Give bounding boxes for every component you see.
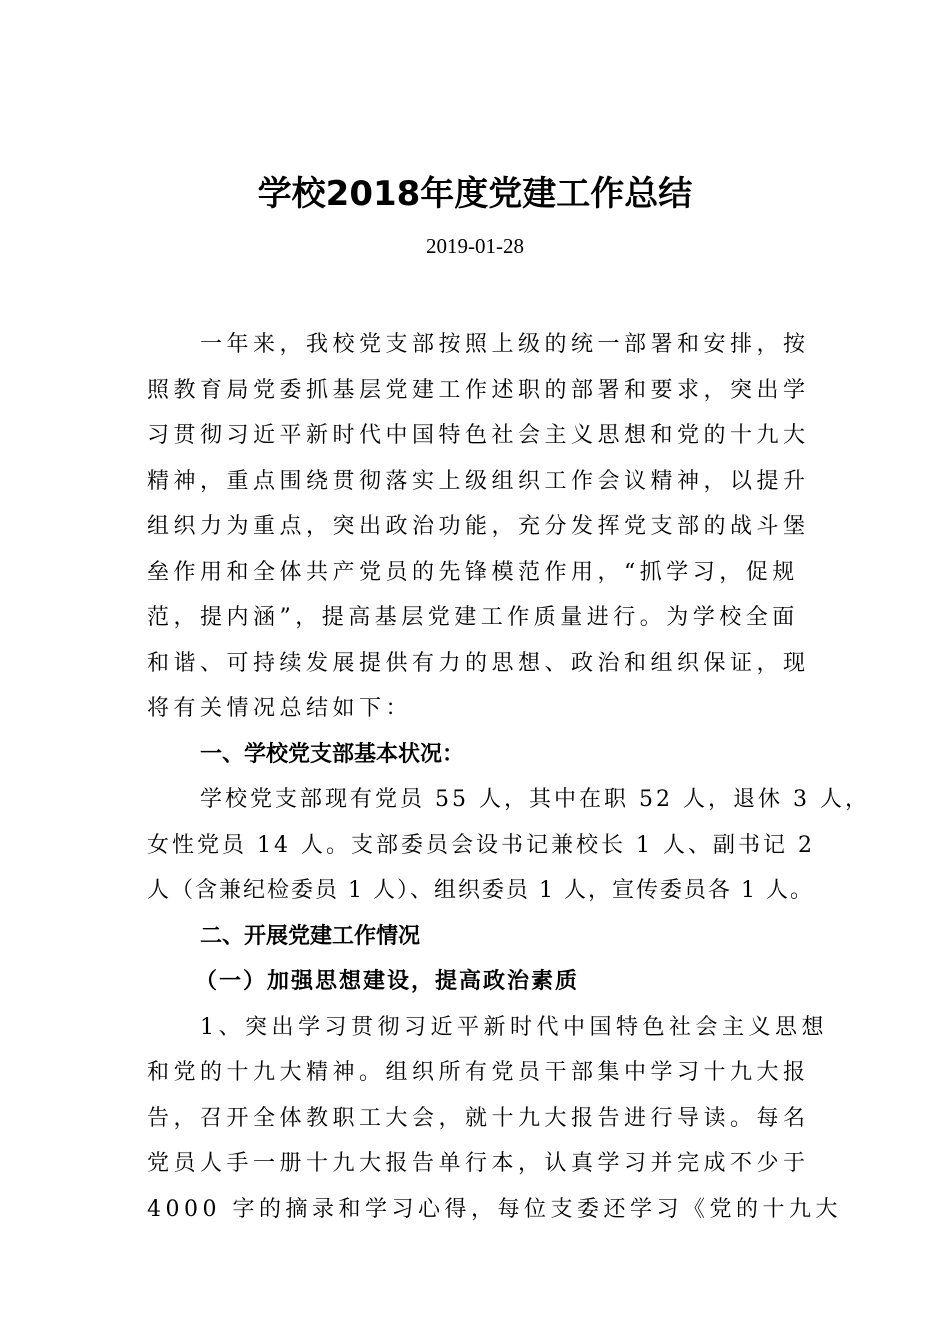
section-heading-1: 一、学校党支部基本状况： xyxy=(200,741,465,767)
text-line: 4000 字的摘录和学习心得，每位支委还学习《党的十九大 xyxy=(147,1196,842,1222)
text-line: 学校党支部现有党员 55 人，其中在职 52 人，退休 3 人， xyxy=(200,787,870,812)
text-line: 照教育局党委抓基层党建工作述职的部署和要求，突出学 xyxy=(147,377,810,403)
text-line: 范，提内涵”，提高基层党建工作质量进行。为学校全面 xyxy=(147,605,799,630)
document-date: 2019-01-28 xyxy=(426,234,524,258)
document-body xyxy=(147,322,870,1232)
text-line: 女性党员 14 人。支部委员会设书记兼校长 1 人、副书记 2 xyxy=(147,832,815,858)
text-line: 和党的十九大精神。组织所有党员干部集中学习十九大报 xyxy=(147,1060,810,1085)
document-title: 学校2018年度党建工作总结 xyxy=(257,174,693,214)
subsection-heading-1: （一）加强思想建设，提高政治素质 xyxy=(195,968,580,994)
intro-paragraph xyxy=(147,322,810,732)
text-line: 和谐、可持续发展提供有力的思想、政治和组织保证，现 xyxy=(147,650,810,676)
text-line: 1、突出学习贯彻习近平新时代中国特色社会主义思想 xyxy=(200,1014,828,1040)
section-heading-2: 二、开展党建工作情况 xyxy=(200,923,421,949)
text-line: 党员人手一册十九大报告单行本，认真学习并完成不少于 xyxy=(147,1151,810,1176)
text-line: 将有关情况总结如下： xyxy=(147,696,413,721)
section1-paragraph xyxy=(147,777,870,914)
text-line: 一年来，我校党支部按照上级的统一部署和安排，按 xyxy=(200,332,810,357)
item1-paragraph xyxy=(147,1005,842,1233)
text-line: 人（含兼纪检委员 1 人）、组织委员 1 人，宣传委员各 1 人。 xyxy=(147,878,814,903)
text-line: 告，召开全体教职工大会，就十九大报告进行导读。每名 xyxy=(147,1105,810,1131)
text-line: 垒作用和全体共产党员的先锋模范作用，“抓学习，促规 xyxy=(147,559,799,585)
text-line: 组织力为重点，突出政治功能，充分发挥党支部的战斗堡 xyxy=(147,514,810,539)
text-line: 习贯彻习近平新时代中国特色社会主义思想和党的十九大 xyxy=(147,423,810,448)
text-line: 精神，重点围绕贯彻落实上级组织工作会议精神，以提升 xyxy=(147,468,810,494)
